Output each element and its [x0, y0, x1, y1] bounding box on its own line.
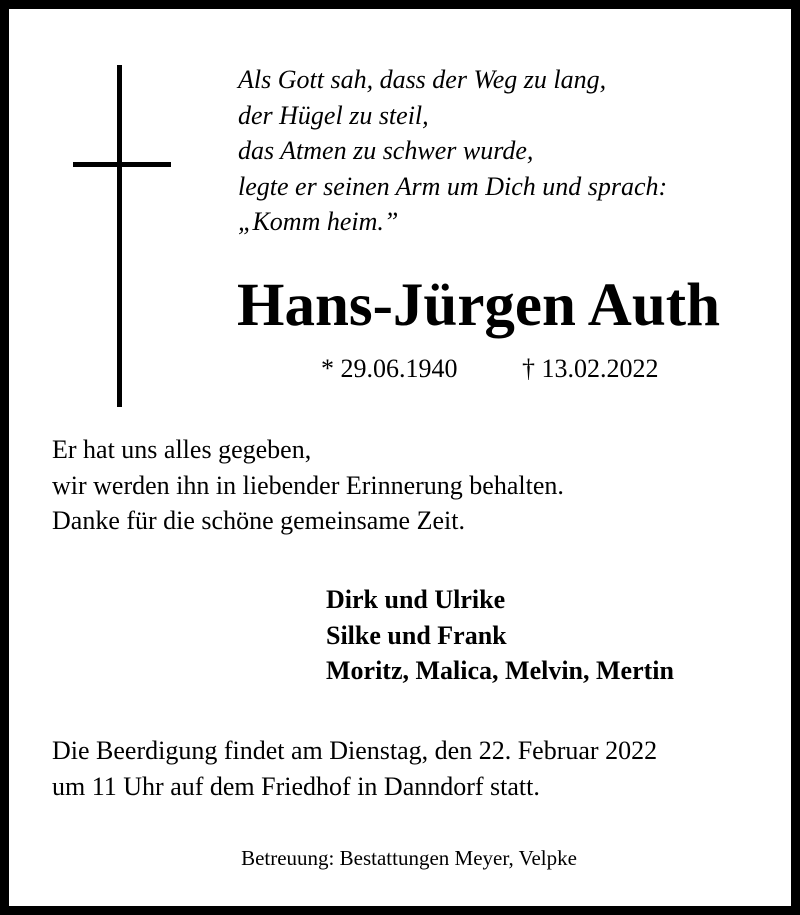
tribute-text: [52, 432, 792, 539]
death-date: † 13.02.2022: [522, 354, 659, 383]
funeral-line: um 11 Uhr auf dem Friedhof in Danndorf statt.: [52, 771, 540, 801]
funeral-line: Die Beerdigung findet am Dienstag, den 22. Februar 2022: [52, 736, 658, 765]
cross-icon-bar: [73, 162, 171, 167]
poem-line: „Komm heim.”: [238, 207, 399, 236]
family-line: Dirk und Ulrike: [326, 585, 506, 614]
poem-line: Als Gott sah, dass der Weg zu lang,: [238, 65, 607, 94]
tribute-line: wir werden ihn in liebender Erinnerung behalten.: [52, 470, 564, 500]
family-signatures: [326, 582, 786, 689]
tribute-line: Er hat uns alles gegeben,: [52, 435, 312, 464]
family-line: Silke und Frank: [326, 620, 507, 650]
poem-line: legte er seinen Arm um Dich und sprach:: [238, 171, 668, 201]
tribute-line: Danke für die schöne gemeinsame Zeit.: [52, 506, 465, 535]
funeral-info: [52, 733, 792, 804]
funeral-service-credit: Betreuung: Bestattungen Meyer, Velpke: [241, 846, 577, 870]
family-line: Moritz, Malica, Melvin, Mertin: [326, 656, 674, 685]
birth-date: * 29.06.1940: [321, 354, 458, 383]
poem: [238, 62, 783, 240]
poem-line: der Hügel zu steil,: [238, 100, 429, 130]
cross-icon: [117, 65, 122, 407]
deceased-name: Hans-Jürgen Auth: [237, 272, 721, 339]
poem-line: das Atmen zu schwer wurde,: [238, 136, 534, 165]
